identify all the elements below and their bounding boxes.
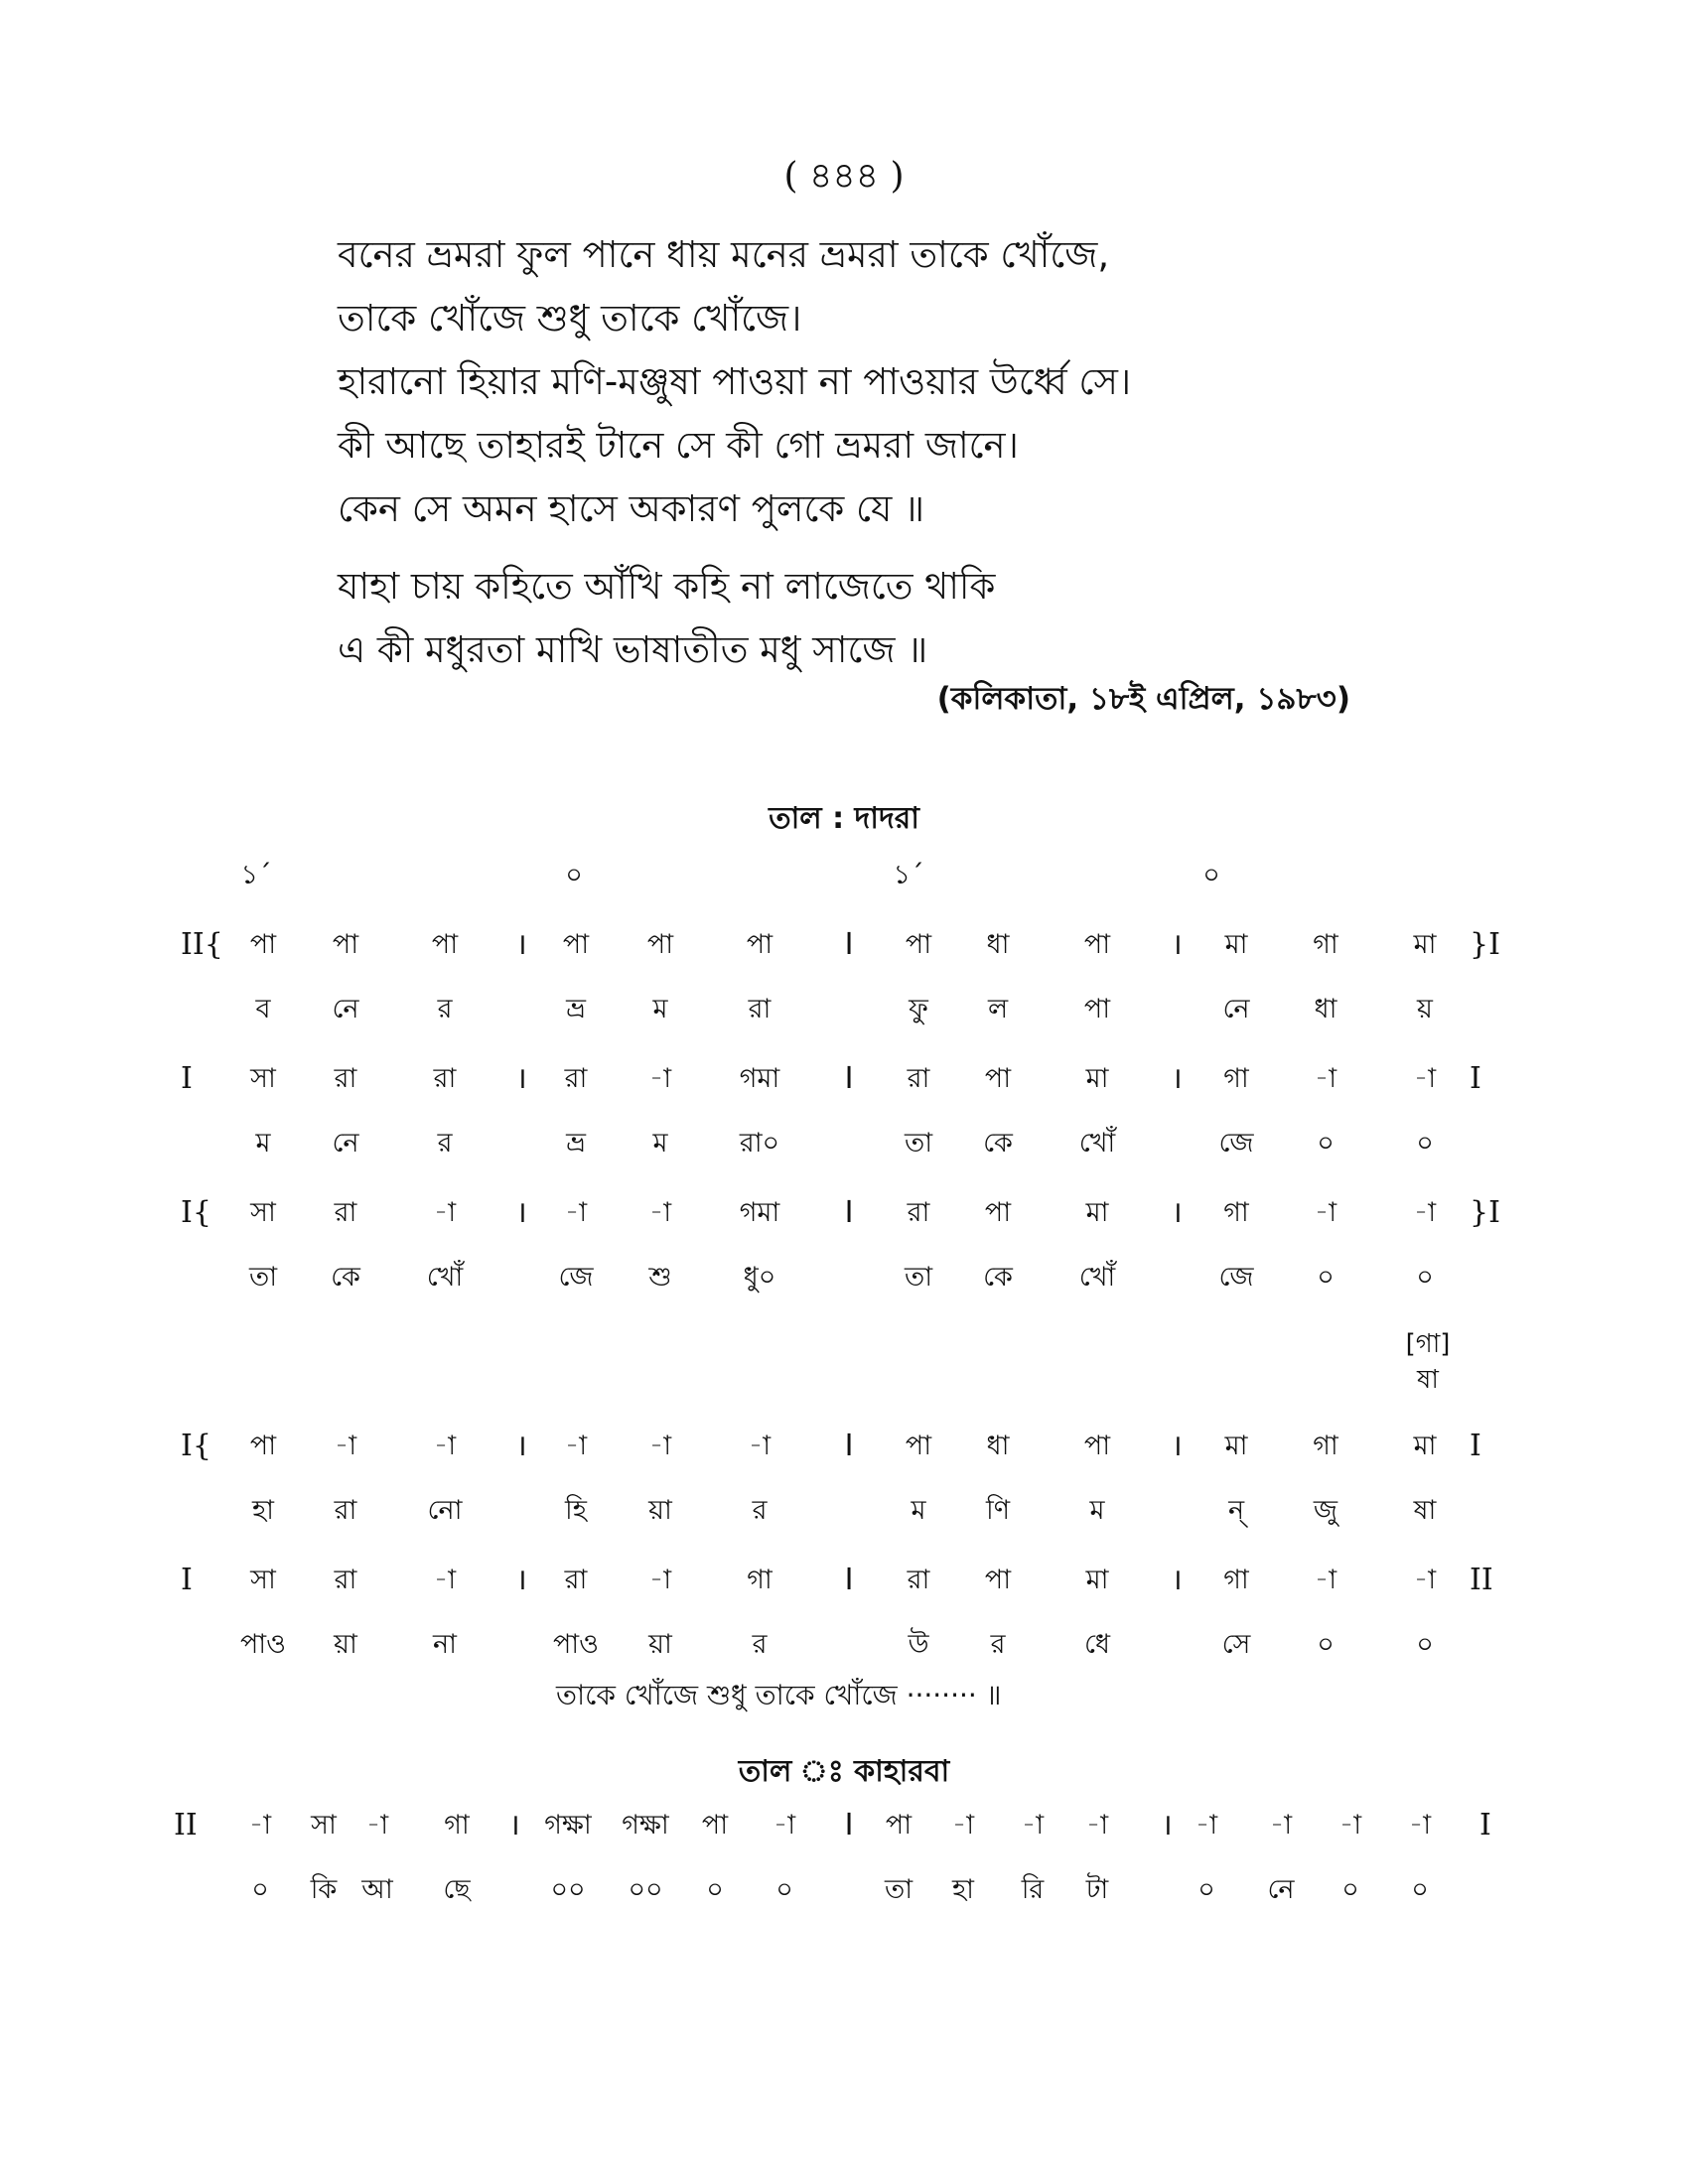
swara-note: -া bbox=[648, 1063, 672, 1094]
swara-note: রা bbox=[334, 1565, 357, 1595]
bar-line: I bbox=[844, 1808, 854, 1843]
swara-note: গমা bbox=[739, 1063, 780, 1094]
lyric-syllable: কে bbox=[983, 1128, 1013, 1159]
swara-note: -া bbox=[648, 1565, 672, 1595]
swara-note: -া bbox=[748, 1431, 772, 1461]
lyric-syllable: ০ bbox=[1197, 1874, 1215, 1905]
lyric-syllable: হা bbox=[951, 1874, 974, 1905]
lyric-syllable: নে bbox=[332, 994, 359, 1024]
swara-note: গক্ষা bbox=[544, 1810, 592, 1841]
lyric-syllable: ণি bbox=[985, 1495, 1011, 1526]
notation-row-tail-mark: }I bbox=[1470, 1195, 1500, 1230]
swara-note: পা bbox=[701, 1810, 729, 1841]
lyric-line: কেন সে অমন হাসে অকারণ পুলকে যে ॥ bbox=[338, 487, 924, 530]
beat-mark: ০ bbox=[565, 860, 583, 890]
refrain-line: তাকে খোঁজে শুধু তাকে খোঁজে ········ ॥ bbox=[556, 1679, 1002, 1711]
lyric-syllable: ম bbox=[652, 1128, 668, 1159]
bar-line: I bbox=[844, 1563, 854, 1597]
swara-note: পা bbox=[1083, 929, 1111, 960]
bar-line: । bbox=[508, 1808, 520, 1843]
lyric-syllable: খোঁ bbox=[1078, 1128, 1116, 1159]
lyric-syllable: নে bbox=[1267, 1874, 1295, 1905]
bar-line: । bbox=[1171, 1429, 1183, 1463]
bar-line: । bbox=[1171, 1061, 1183, 1096]
swara-note: -া bbox=[564, 1431, 588, 1461]
lyric-syllable: ধা bbox=[1314, 994, 1337, 1024]
lyric-syllable: রি bbox=[1021, 1874, 1045, 1905]
lyric-syllable: সে bbox=[1221, 1629, 1251, 1660]
lyric-syllable: ০ bbox=[775, 1874, 793, 1905]
swara-note: মা bbox=[1224, 1431, 1248, 1461]
swara-note: -া bbox=[1413, 1063, 1437, 1094]
bar-line: । bbox=[515, 1061, 527, 1096]
swara-note: -া bbox=[1338, 1810, 1362, 1841]
notation-row-tail-mark: I bbox=[1470, 1429, 1481, 1463]
swara-note: -া bbox=[1413, 1197, 1437, 1228]
beat-mark: ১´ bbox=[893, 860, 924, 890]
lyric-syllable: য়া bbox=[334, 1629, 357, 1660]
notation-row-lead-mark: II{ bbox=[181, 927, 223, 962]
lyric-line: যাহা চায় কহিতে আঁখি কহি না লাজেতে থাকি bbox=[338, 565, 996, 608]
swara-note: গা bbox=[1223, 1197, 1249, 1228]
lyric-syllable: য় bbox=[1417, 994, 1433, 1024]
bar-line: । bbox=[1171, 1563, 1183, 1597]
swara-note: সা bbox=[250, 1197, 276, 1228]
swara-note: -া bbox=[248, 1810, 272, 1841]
lyric-syllable: জে bbox=[558, 1262, 594, 1293]
swara-note: পা bbox=[905, 929, 932, 960]
lyric-syllable: ম bbox=[911, 1495, 926, 1526]
stanza-gap bbox=[338, 541, 1380, 555]
swara-note: -া bbox=[564, 1197, 588, 1228]
lyric-syllable: কি bbox=[310, 1874, 338, 1905]
swara-note: রা bbox=[564, 1063, 588, 1094]
alternate-note-bracket: [গা] bbox=[1405, 1329, 1451, 1359]
swara-note: -া bbox=[1021, 1810, 1045, 1841]
swara-note: গা bbox=[444, 1810, 470, 1841]
swara-note: -া bbox=[334, 1431, 357, 1461]
lyric-syllable: নে bbox=[1222, 994, 1250, 1024]
swara-note: রা bbox=[334, 1197, 357, 1228]
lyric-syllable: না bbox=[433, 1629, 457, 1660]
swara-note: পা bbox=[984, 1197, 1012, 1228]
lyric-syllable: তা bbox=[884, 1874, 914, 1905]
swara-note: মা bbox=[1413, 929, 1437, 960]
lyric-line: কী আছে তাহারই টানে সে কী গো ভ্রমরা জানে। bbox=[338, 424, 1019, 467]
swara-note: -া bbox=[648, 1431, 672, 1461]
swara-note: -া bbox=[1314, 1063, 1337, 1094]
lyric-syllable: ০ bbox=[251, 1874, 269, 1905]
swara-note: ধা bbox=[986, 1431, 1010, 1461]
notation-row-lead-mark: I{ bbox=[181, 1195, 211, 1230]
song-lyrics bbox=[338, 223, 1380, 682]
lyric-syllable: জে bbox=[1218, 1128, 1254, 1159]
swara-note: গক্ষা bbox=[622, 1810, 669, 1841]
lyric-syllable: ছে bbox=[443, 1874, 471, 1905]
swara-note: রা bbox=[564, 1565, 588, 1595]
swara-note: -া bbox=[433, 1197, 457, 1228]
bar-line: । bbox=[515, 1429, 527, 1463]
lyric-syllable: কে bbox=[331, 1262, 360, 1293]
lyric-syllable: ০ bbox=[1416, 1629, 1434, 1660]
lyric-syllable: শু bbox=[648, 1262, 672, 1293]
swara-note: পা bbox=[332, 929, 359, 960]
swara-note: গা bbox=[1223, 1565, 1249, 1595]
lyric-line: হারানো হিয়ার মণি-মঞ্জুষা পাওয়া না পাওয়ার উর্ধ্বে সে। bbox=[338, 360, 1132, 403]
place-date-line: (কলিকাতা, ১৮ই এপ্রিল, ১৯৮৩) bbox=[936, 681, 1350, 717]
lyric-syllable: রা bbox=[334, 1495, 357, 1526]
lyric-syllable: র bbox=[437, 1128, 453, 1159]
notation-row-lead-mark: II bbox=[174, 1808, 198, 1843]
lyric-syllable: ভ্র bbox=[566, 1128, 586, 1159]
swara-note: -া bbox=[433, 1431, 457, 1461]
lyric-syllable: নে bbox=[332, 1128, 359, 1159]
swara-note: সা bbox=[250, 1063, 276, 1094]
lyric-syllable: ভ্র bbox=[566, 994, 586, 1024]
bar-line: । bbox=[1161, 1808, 1173, 1843]
lyric-syllable: ০০ bbox=[628, 1874, 663, 1905]
swara-note: পা bbox=[646, 929, 674, 960]
lyric-syllable: রা bbox=[748, 994, 772, 1024]
swara-note: পা bbox=[249, 929, 277, 960]
swara-note: গা bbox=[1313, 929, 1338, 960]
swara-note: -া bbox=[1269, 1810, 1293, 1841]
bar-line: । bbox=[515, 1195, 527, 1230]
lyric-syllable: র bbox=[437, 994, 453, 1024]
lyric-syllable: য়া bbox=[648, 1495, 672, 1526]
lyric-syllable: ম bbox=[255, 1128, 271, 1159]
lyric-syllable: তা bbox=[904, 1262, 933, 1293]
swara-note: রা bbox=[907, 1197, 930, 1228]
notation-row-tail-mark: II bbox=[1470, 1563, 1493, 1597]
alternate-note-base: ষা bbox=[1417, 1365, 1439, 1395]
alternate-note bbox=[1398, 1326, 1458, 1398]
beat-mark: ১´ bbox=[240, 860, 272, 890]
lyric-syllable: পাও bbox=[552, 1629, 600, 1660]
lyric-syllable: র bbox=[752, 1629, 768, 1660]
swara-note: -া bbox=[1408, 1810, 1432, 1841]
swara-note: রা bbox=[907, 1565, 930, 1595]
lyric-syllable: পা bbox=[1083, 994, 1111, 1024]
swara-note: রা bbox=[433, 1063, 457, 1094]
taal-title-kaharba: তাল ঃ কাহারবা bbox=[738, 1754, 950, 1789]
lyric-syllable: টা bbox=[1085, 1874, 1109, 1905]
lyric-syllable: আ bbox=[361, 1874, 393, 1905]
swara-note: -া bbox=[433, 1565, 457, 1595]
lyric-syllable: ব bbox=[255, 994, 271, 1024]
bar-line: । bbox=[1171, 927, 1183, 962]
swara-note: পা bbox=[431, 929, 459, 960]
lyric-syllable: পাও bbox=[239, 1629, 287, 1660]
bar-line: I bbox=[844, 927, 854, 962]
swara-note: মা bbox=[1085, 1565, 1109, 1595]
lyric-syllable: রা০ bbox=[739, 1128, 780, 1159]
lyric-syllable: ০ bbox=[706, 1874, 724, 1905]
notation-row-lead-mark: I{ bbox=[181, 1429, 211, 1463]
swara-note: -া bbox=[1314, 1565, 1337, 1595]
swara-note: মা bbox=[1085, 1063, 1109, 1094]
swara-note: পা bbox=[1083, 1431, 1111, 1461]
lyric-syllable: ল bbox=[987, 994, 1009, 1024]
lyric-syllable: র bbox=[990, 1629, 1006, 1660]
lyric-syllable: খোঁ bbox=[1078, 1262, 1116, 1293]
lyric-syllable: জু bbox=[1313, 1495, 1338, 1526]
swara-note: গা bbox=[1313, 1431, 1338, 1461]
swara-note: পা bbox=[905, 1431, 932, 1461]
page-number: ( ৪৪৪ ) bbox=[783, 156, 905, 197]
lyric-line: বনের ভ্রমরা ফুল পানে ধায় মনের ভ্রমরা তাকে খোঁজে, bbox=[338, 233, 1110, 276]
lyric-syllable: ধে bbox=[1083, 1629, 1111, 1660]
lyric-syllable: ষা bbox=[1413, 1495, 1437, 1526]
swara-note: পা bbox=[984, 1063, 1012, 1094]
lyric-syllable: ০০ bbox=[550, 1874, 586, 1905]
lyric-syllable: ০ bbox=[1317, 1128, 1335, 1159]
bar-line: I bbox=[844, 1429, 854, 1463]
lyric-syllable: তা bbox=[904, 1128, 933, 1159]
beat-mark: ০ bbox=[1202, 860, 1220, 890]
lyric-syllable: ০ bbox=[1317, 1629, 1335, 1660]
swara-note: -া bbox=[1413, 1565, 1437, 1595]
swara-note: পা bbox=[885, 1810, 913, 1841]
swara-note: পা bbox=[249, 1431, 277, 1461]
bar-line: । bbox=[515, 1563, 527, 1597]
lyric-syllable: খোঁ bbox=[426, 1262, 464, 1293]
lyric-syllable: ০ bbox=[1317, 1262, 1335, 1293]
lyric-syllable: ০ bbox=[1416, 1128, 1434, 1159]
swara-note: পা bbox=[562, 929, 590, 960]
swara-note: -া bbox=[648, 1197, 672, 1228]
lyric-syllable: ০ bbox=[1416, 1262, 1434, 1293]
swara-note: গা bbox=[1223, 1063, 1249, 1094]
swara-note: ধা bbox=[986, 929, 1010, 960]
bar-line: । bbox=[1171, 1195, 1183, 1230]
swara-note: -া bbox=[1314, 1197, 1337, 1228]
bar-line: । bbox=[515, 927, 527, 962]
swara-note: মা bbox=[1085, 1197, 1109, 1228]
lyric-syllable: র bbox=[752, 1495, 768, 1526]
lyric-syllable: ০ bbox=[1411, 1874, 1429, 1905]
lyric-syllable: ধু০ bbox=[743, 1262, 776, 1293]
swara-note: গা bbox=[747, 1565, 773, 1595]
lyric-syllable: ন্ bbox=[1227, 1495, 1245, 1526]
swara-note: মা bbox=[1224, 929, 1248, 960]
swara-note: গমা bbox=[739, 1197, 780, 1228]
lyric-syllable: ফু bbox=[909, 994, 928, 1024]
swara-note: সা bbox=[311, 1810, 337, 1841]
notation-row-lead-mark: I bbox=[181, 1061, 193, 1096]
swara-note: -া bbox=[1085, 1810, 1109, 1841]
swara-note: -া bbox=[365, 1810, 389, 1841]
swara-note: পা bbox=[746, 929, 774, 960]
lyric-line: এ কী মধুরতা মাখি ভাষাতীত মধু সাজে ॥ bbox=[338, 628, 928, 671]
lyric-syllable: নো bbox=[427, 1495, 463, 1526]
swara-note: রা bbox=[334, 1063, 357, 1094]
swara-note: মা bbox=[1413, 1431, 1437, 1461]
notation-row-tail-mark: }I bbox=[1470, 927, 1500, 962]
swara-note: পা bbox=[984, 1565, 1012, 1595]
swara-note: রা bbox=[907, 1063, 930, 1094]
lyric-syllable: য়া bbox=[648, 1629, 672, 1660]
swara-note: -া bbox=[951, 1810, 975, 1841]
taal-title-dadra: তাল : দাদরা bbox=[769, 801, 919, 836]
notation-row-lead-mark: I bbox=[181, 1563, 193, 1597]
bar-line: I bbox=[844, 1195, 854, 1230]
swara-note: সা bbox=[250, 1565, 276, 1595]
lyric-syllable: ম bbox=[1089, 1495, 1105, 1526]
notation-row-tail-mark: I bbox=[1470, 1061, 1481, 1096]
swara-note: -া bbox=[773, 1810, 796, 1841]
lyric-line: তাকে খোঁজে শুধু তাকে খোঁজে। bbox=[338, 297, 802, 340]
lyric-syllable: ম bbox=[652, 994, 668, 1024]
lyric-syllable: হি bbox=[565, 1495, 587, 1526]
lyric-syllable: ০ bbox=[1341, 1874, 1359, 1905]
lyric-syllable: জে bbox=[1218, 1262, 1254, 1293]
notation-row-tail-mark: I bbox=[1479, 1808, 1491, 1843]
swara-note: -া bbox=[1195, 1810, 1218, 1841]
lyric-syllable: কে bbox=[983, 1262, 1013, 1293]
bar-line: I bbox=[844, 1061, 854, 1096]
lyric-syllable: উ bbox=[908, 1629, 929, 1660]
lyric-syllable: তা bbox=[248, 1262, 278, 1293]
lyric-syllable: হা bbox=[251, 1495, 274, 1526]
